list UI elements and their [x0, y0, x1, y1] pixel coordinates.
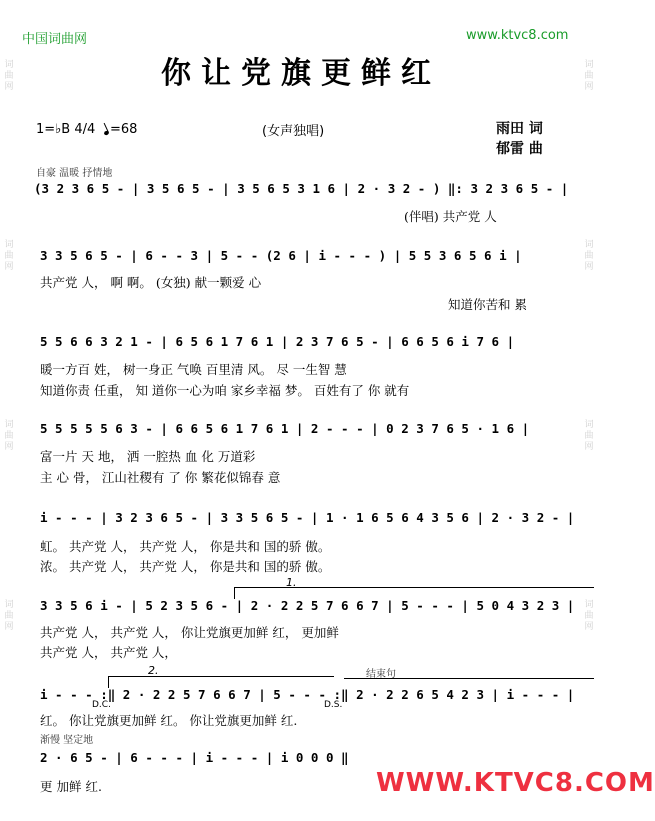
footer-watermark-url: WWW.KTVC8.COM — [376, 768, 655, 798]
notation-line: 5 5 5 5 5 6 3 - | 6 6 5 6 1 7 6 1 | 2 - - - | 0 2 3 7 6 5 · 1 6 | — [40, 421, 530, 436]
lyric-line: 虹。 共产党 人， 共产党 人， 你是共和 国的骄 傲。 — [40, 539, 331, 554]
lyric-line: 富一片 天 地， 洒 一腔热 血 化 万道彩 — [40, 449, 256, 464]
lyric-line: 共产党 人， 共产党 人， 你让党旗更加鲜 红， 更加鲜 — [40, 625, 339, 640]
side-watermark: 词曲网 — [4, 420, 14, 452]
lyric-line: 浓。 共产党 人， 共产党 人， 你是共和 国的骄 傲。 — [40, 559, 331, 574]
lyric-line: (伴唱) 共产党 人 — [404, 209, 497, 224]
lyric-line: 知道你责 任重， 知 道你一心为咱 家乡幸福 梦。 百姓有了 你 就有 — [40, 383, 410, 398]
side-watermark: 词曲网 — [584, 420, 594, 452]
side-watermark: 词曲网 — [4, 240, 14, 272]
notation-line: 5 5 6 6 3 2 1 - | 6 5 6 1 7 6 1 | 2 3 7 6 5 - | 6 6 5 6 i 7 6 | — [40, 334, 515, 349]
lyric-line: 共产党 人， 啊 啊。 (女独) 献一颗爱 心 — [40, 275, 262, 290]
lyric-line: 主 心 骨， 江山社稷有 了 你 繁花似锦春 意 — [40, 470, 281, 485]
ds-mark: D.S. — [324, 700, 343, 710]
side-watermark: 词曲网 — [584, 600, 594, 632]
expression-mark: 渐慢 坚定地 — [40, 735, 94, 746]
side-watermark: 词曲网 — [4, 60, 14, 92]
side-watermark: 词曲网 — [584, 60, 594, 92]
expression-mark: 自豪 温暖 抒情地 — [36, 168, 113, 179]
tempo-marking — [104, 122, 137, 137]
notation-line: 3 3 5 6 i - | 5 2 3 5 6 - | 2 · 2 2 5 7 6 6 7 | 5 - - - | 5 0 4 3 2 3 | — [40, 598, 575, 613]
coda-label: 结束句 — [366, 669, 396, 680]
notation-line: (3 2 3 6 5 - | 3 5 6 5 - | 3 5 6 5 3 1 6 | 2 · 3 2 - ) ‖: 3 2 3 6 5 - | — [34, 181, 569, 196]
voice-type: (女声独唱) — [262, 124, 325, 139]
dc-mark: D.C. — [92, 700, 111, 710]
key-signature: 1=♭B 4/4 — [36, 122, 96, 137]
notation-line: 3 3 5 6 5 - | 6 - - 3 | 5 - - (2 6 | i - - - ) | 5 5 3 6 5 6 i | — [40, 248, 522, 263]
tempo-value: =68 — [110, 122, 138, 137]
site-name: 中国词曲网 — [22, 32, 88, 47]
lyricist-credit: 雨田 词 — [496, 121, 543, 137]
lyric-line: 红。 你让党旗更加鲜 红。 你让党旗更加鲜 红. — [40, 713, 298, 728]
lyric-line: 知道你苦和 累 — [448, 297, 527, 312]
side-watermark: 词曲网 — [584, 240, 594, 272]
composer-credit: 郁雷 曲 — [496, 141, 543, 157]
notation-line: i - - - | 3 2 3 6 5 - | 3 3 5 6 5 - | 1 · 1 6 5 6 4 3 5 6 | 2 · 3 2 - | — [40, 510, 575, 525]
side-watermark: 词曲网 — [4, 600, 14, 632]
lyric-line: 暖一方百 姓， 树一身正 气唤 百里清 风。 尽 一生智 慧 — [40, 362, 347, 377]
volta-number: 2. — [148, 664, 159, 677]
quarter-note-icon — [103, 130, 109, 136]
lyric-line: 共产党 人， 共产党 人， — [40, 645, 177, 660]
song-title: 你让党旗更鲜红 — [161, 56, 441, 91]
site-url: www.ktvc8.com — [466, 28, 569, 43]
volta-number: 1. — [286, 576, 297, 589]
volta-bracket — [108, 676, 334, 677]
lyric-line: 更 加鲜 红. — [40, 779, 102, 794]
notation-line: i - - - :‖ 2 · 2 2 5 7 6 6 7 | 5 - - - :‖ 2 · 2 2 6 5 4 2 3 | i - - - | — [40, 687, 575, 702]
notation-line: 2 · 6 5 - | 6 - - - | i - - - | i 0 0 0 ‖ — [40, 750, 349, 765]
